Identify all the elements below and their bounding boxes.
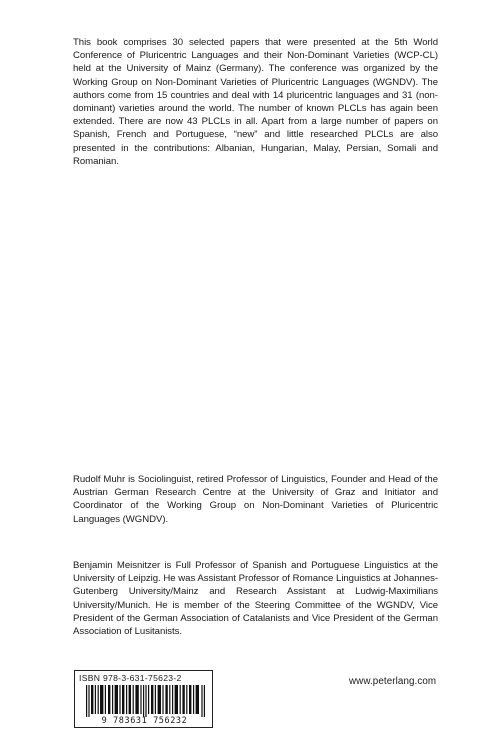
author-bio-muhr: Rudolf Muhr is Sociolinguist, retired Professor of Linguistics, Founder and Head of the Austrian German Research Centre at the University of Graz and Initiator and Coordinator of the Working Group on Non-Dominant Varieties of Pluricentric Languages (WGNDV).: [73, 474, 438, 525]
author-bio-meisnitzer: Benjamin Meisnitzer is Full Professor of Spanish and Portuguese Linguistics at the University of Leipzig. He was Assistant Professor of Romance Linguistics at Johannes-Gutenberg University/Mainz and Research Assistant at Ludwig-Maximilians University/Munich. He is member of the Steering Committee of the WGNDV, Vice President of the German Association of Catalanists and Vice President of the German Association of Lusitanists.: [73, 560, 438, 638]
publisher-url: www.peterlang.com: [349, 676, 437, 687]
isbn-barcode-box: [74, 670, 213, 728]
barcode-digits: 9 783631 756232: [101, 716, 188, 726]
barcode-icon: [85, 685, 207, 717]
isbn-label: ISBN 978-3-631-75623-2: [79, 673, 182, 683]
book-description: This book comprises 30 selected papers that were presented at the 5th World Conference of Pluricentric Languages and their Non-Dominant Varieties (WCP-CL) held at the University of Mainz (Germany). The conference was organized by the Working Group on Non-Dominant Varieties of Pluricentric Languages (WGNDV). The authors come from 15 countries and deal with 14 pluricentric languages and 31 (non-dominant) varieties around the world. The number of known PLCLs has again been extended. There are now 43 PLCLs in all. Apart from a large number of papers on Spanish, French and Portuguese, “new” and little researched PLCLs are also presented in the contributions: Albanian, Hungarian, Malay, Persian, Somali and Romanian.: [73, 37, 438, 167]
